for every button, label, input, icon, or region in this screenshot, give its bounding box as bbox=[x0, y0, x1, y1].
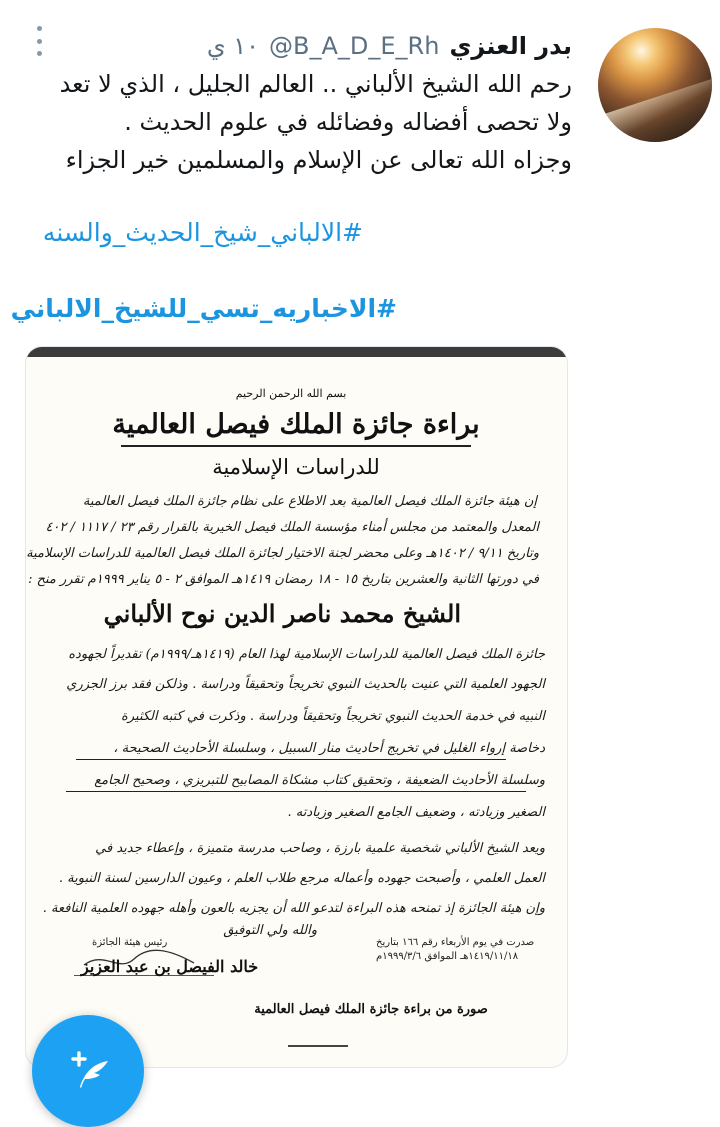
compose-tweet-icon bbox=[64, 1043, 112, 1091]
tweet-text-line: رحم الله الشيخ الألباني .. العالم الجليل ، الذي لا تعد bbox=[59, 70, 572, 98]
doc-underline bbox=[76, 759, 506, 760]
avatar[interactable] bbox=[598, 28, 712, 142]
doc-line: وتاريخ ٩/١١ / ١٤٠٢هـ وعلى محضر لجنة الاختيار لجائزة الملك فيصل العالمية للدراسات الإسلامية bbox=[26, 546, 539, 561]
doc-line: جائزة الملك فيصل العالمية للدراسات الإسلامية لهذا العام (١٤١٩هـ/١٩٩٩م) تقديراً لجهوده bbox=[68, 647, 545, 662]
author-name[interactable]: بدر العنزي bbox=[449, 32, 572, 60]
author-handle[interactable]: @B_A_D_E_Rh bbox=[269, 32, 440, 60]
doc-date-line: ١٤١٩/١١/١٨هـ الموافق ١٩٩٩/٣/٦م bbox=[376, 951, 519, 962]
doc-line: النبيه في خدمة الحديث النبوي تخريجاً وتحقيقاً ودراسة . وذكرت في كتبه الكثيرة bbox=[121, 709, 545, 724]
doc-line: الجهود العلمية التي عنيت بالحديث النبوي تخريجاً وتحقيقاً ودراسة . وذلكن فقد برز الجزري bbox=[66, 677, 545, 692]
doc-date-line: صدرت في يوم الأربعاء رقم ١٦٦ بتاريخ bbox=[376, 937, 535, 948]
doc-line: ويعد الشيخ الألباني شخصية علمية بارزة ، وصاحب مدرسة متميزة ، وإعطاء جديد في bbox=[95, 841, 545, 856]
doc-line: دخاصة إرواء الغليل في تخريج أحاديث منار السبيل ، وسلسلة الأحاديث الصحيحة ، bbox=[113, 741, 545, 756]
doc-basmala: بسم الله الرحمن الرحيم bbox=[235, 387, 347, 400]
tweet-time[interactable]: ١٠ ي bbox=[206, 32, 260, 60]
compose-tweet-button[interactable] bbox=[32, 1015, 144, 1127]
doc-line: إن هيئة جائزة الملك فيصل العالمية بعد الاطلاع على نظام جائزة الملك فيصل العالمية bbox=[82, 494, 537, 509]
doc-title-rule bbox=[121, 445, 471, 447]
doc-caption-rule bbox=[288, 1045, 348, 1047]
doc-line: وإن هيئة الجائزة إذ تمنحه هذه البراءة لتدعو الله أن يجزيه بالعون وأهله جهوده العلمية النافعة . bbox=[42, 901, 545, 916]
doc-line: والله ولي التوفيق bbox=[223, 923, 317, 938]
tweet-text-line: ولا تحصى أفضاله وفضائله في علوم الحديث . bbox=[124, 108, 572, 136]
doc-title: براءة جائزة الملك فيصل العالمية bbox=[112, 409, 480, 440]
doc-line: وسلسلة الأحاديث الضعيفة ، وتحقيق كتاب مشكاة المصابيح للتبريزي ، وصحيح الجامع bbox=[94, 773, 545, 788]
doc-line: العمل العلمي ، وأصبحت جهوده وأعماله مرجع طلاب العلم ، وعيون الدارسين لسنة النبوية . bbox=[58, 871, 545, 886]
media-top-edge bbox=[26, 347, 567, 357]
hashtag-link[interactable]: #الالباني_شيخ_الحديث_والسنه bbox=[42, 218, 363, 247]
doc-line: الصغير وزيادته ، وضعيف الجامع الصغير وزيادته . bbox=[287, 805, 545, 820]
tweet-media-image[interactable] bbox=[26, 347, 567, 1067]
doc-signer-name: خالد الفيصل بن عبد العزيز bbox=[81, 957, 259, 976]
doc-line: في دورتها الثانية والعشرين بتاريخ ١٥ - ١٨ رمضان ١٤١٩هـ الموافق ٢ - ٥ يناير ١٩٩٩م تقرر منح : bbox=[28, 572, 539, 587]
doc-subtitle: للدراسات الإسلامية bbox=[212, 455, 380, 479]
tweet-header bbox=[207, 26, 572, 66]
hashtag-link[interactable]: #الاخباريه_تسي_للشيخ_الالباني bbox=[10, 294, 397, 323]
certificate-document bbox=[26, 357, 567, 1067]
doc-line: المعدل والمعتمد من مجلس أمناء مؤسسة الملك فيصل الخيرية بالقرار رقم ٢٣ / ١١١٧ / ٤٠٢ bbox=[45, 520, 539, 535]
more-vertical-icon[interactable] bbox=[32, 26, 46, 56]
doc-caption: صورة من براءة جائزة الملك فيصل العالمية bbox=[254, 1002, 488, 1017]
doc-awardee-name: الشيخ محمد ناصر الدين نوح الألباني bbox=[103, 599, 461, 628]
tweet-text-line: وجزاه الله تعالى عن الإسلام والمسلمين خير الجزاء bbox=[65, 146, 572, 174]
tweet-text bbox=[22, 65, 572, 179]
doc-signer-title: رئيس هيئة الجائزة bbox=[92, 937, 168, 948]
doc-underline bbox=[66, 791, 526, 792]
